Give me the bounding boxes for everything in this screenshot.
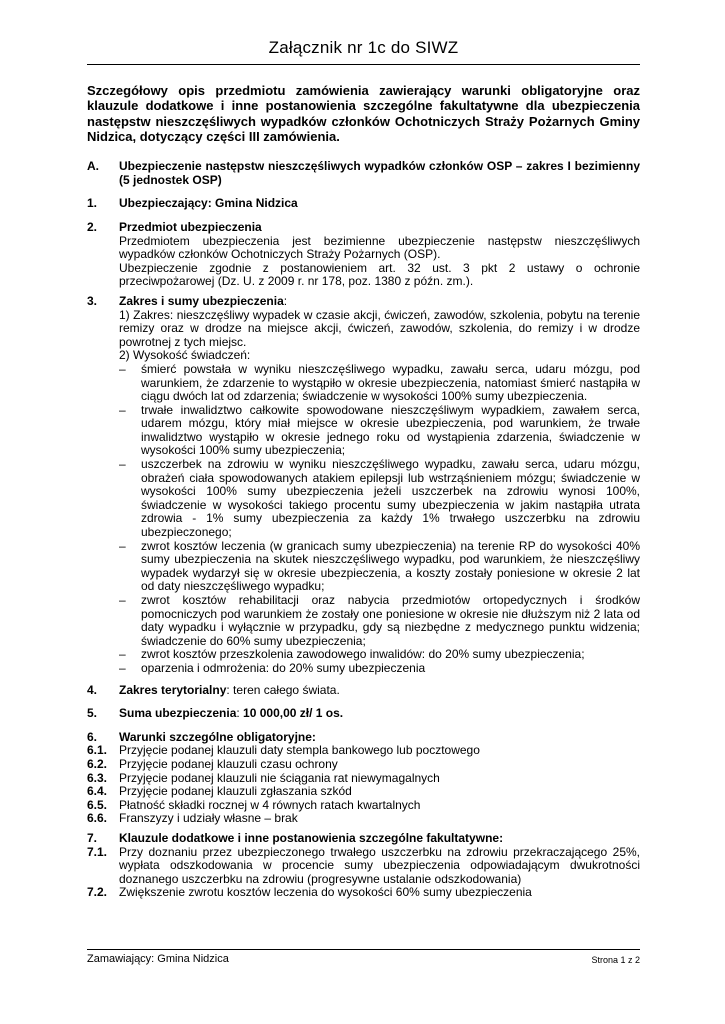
section-3-colon: : [283,293,288,308]
section-3-item-2: 2) Wysokość świadczeń: [119,348,251,363]
footer-page-number: Strona 1 z 2 [591,955,640,965]
section-5-value: 10 000,00 zł/ 1 os. [243,706,344,721]
section-2-paragraph-1: Przedmiotem ubezpieczenia jest bezimienne ubezpieczenie następstw nieszczęśliwych wypadków członków Ochotniczych Straży Pożarnych (OSP). [119,233,640,262]
section-5-label: Suma ubezpieczenia [119,706,237,721]
section-5-number: 5. [87,706,98,721]
section-6 [87,731,640,826]
benefit-list-item: – zwrot kosztów przeszkolenia zawodowego inwalidów: do 20% sumy ubezpieczenia; [119,647,585,662]
document-body [87,83,640,900]
section-1-number: 1. [87,196,98,211]
footer-divider [87,949,640,950]
section-1-text: Ubezpieczający: Gmina Nidzica [119,196,298,211]
section-4-label: Zakres terytorialny [119,682,227,697]
benefit-list-item: – śmierć powstała w wyniku nieszczęśliwego wypadku, zawału serca, udaru mózgu, pod warunkiem, że zdarzenie to wystąpiło w okresie ubezpieczenia, natomiast śmierć nastąpiła w ciągu dwóch lat od zdarzenia; świadczenie w wysokości 100% sumy ubezpieczenia. [119,361,640,404]
condition-item: 6.5. Płatność składki rocznej w 4 równych ratach kwartalnych [87,797,421,812]
section-a-number: A. [87,159,99,174]
section-7 [87,832,640,900]
footer-ordering-party: Zamawiający: Gmina Nidzica [87,953,229,965]
benefit-list-item: – oparzenia i odmrożenia: do 20% sumy ubezpieczenia [119,660,426,675]
condition-item: 6.4. Przyjęcie podanej klauzuli zgłaszania szkód [87,784,352,799]
section-5 [87,707,640,721]
condition-item: 6.1. Przyjęcie podanej klauzuli daty stempla bankowego lub pocztowego [87,743,480,758]
section-3-item-1: 1) Zakres: nieszczęśliwy wypadek w czasie akcji, ćwiczeń, zawodów, szkolenia, pobytu na terenie remizy oraz w drodze na miejsce akcji, ćwiczeń, zawodów, szkolenia, do remizy i w drodze powrotnej z tych miejsc. [119,307,640,349]
section-2 [87,221,640,289]
section-2-title: Przedmiot ubezpieczenia [119,219,262,234]
section-4-value: : teren całego świata. [226,682,340,697]
benefit-list [119,363,640,676]
benefit-list-item: – uszczerbek na zdrowiu w wyniku nieszczęśliwego wypadku, zawału serca, udaru mózgu, obrażeń ciała spowodowanych atakiem epilepsji lub wstrząśnieniem mózgu; świadczenie w wysokości 100% sumy ubezpieczenia jeżeli uszczerbek na zdrowiu wynosi 100%, świadczenie w wysokości takiego procentu sumy ubezpieczenia w jakim nastąpiła utrata zdrowia - 1% sumy ubezpieczenia za każdy 1% trwałego uszczerbku na zdrowiu ubezpieczonego; [119,457,640,540]
section-4 [87,684,640,698]
section-5-separator: : [236,706,244,721]
condition-item: 6.3. Przyjęcie podanej klauzuli nie ściągania rat niewymagalnych [87,770,440,785]
section-1 [87,197,640,211]
condition-item: 6.2. Przyjęcie podanej klauzuli czasu ochrony [87,756,338,771]
section-6-heading: 6. Warunki szczególne obligatoryjne: [87,729,316,744]
section-a [87,160,640,187]
page-header-title: Załącznik nr 1c do SIWZ [268,38,459,57]
section-3-number: 3. [87,293,98,308]
document-intro: Szczegółowy opis przedmiotu zamówienia zawierający warunki obligatoryjne oraz klauzule dodatkowe i inne postanowienia szczególne fakultatywne dla ubezpieczenia następstw nieszczęśliwych wypadków członków Ochotniczych Straży Pożarnych Gminy Nidzica, dotyczący części III zamówienia. [87,83,640,144]
section-7-heading: 7. Klauzule dodatkowe i inne postanowienia szczególne fakultatywne: [87,830,504,845]
header-divider [87,64,640,65]
benefit-list-item: – zwrot kosztów rehabilitacji oraz nabycia przedmiotów ortopedycznych i środków pomocniczych pod warunkiem że zostały one poniesione w okresie nie dłuższym niż 2 lata od daty wypadku i wyłącznie w przypadku, gdy są niezbędne z medycznego punktu widzenia; świadczenie do 60% sumy ubezpieczenia; [119,593,640,648]
section-3 [87,295,640,676]
benefit-list-item: – zwrot kosztów leczenia (w granicach sumy ubezpieczenia) na terenie RP do wysokości 40% sumy ubezpieczenia na skutek nieszczęśliwego wypadku, pod warunkiem, że nieszczęśliwy wypadek wydarzył się w okresie ubezpieczenia, a koszty zostały poniesione w okresie 2 lat od daty nieszczęśliwego wypadku; [119,538,640,594]
section-2-paragraph-2: Ubezpieczenie zgodnie z postanowieniem art. 32 ust. 3 pkt 2 ustawy o ochronie przeciwpożarowej (Dz. U. z 2009 r. nr 178, poz. 1380 z późn. zm.). [119,260,640,289]
section-4-number: 4. [87,682,98,697]
clause-item: 7.1. Przy doznaniu przez ubezpieczonego trwałego uszczerbku na zdrowiu przekraczającego 25%, wypłata odszkodowania w procencie sumy ubezpieczenia odpowiadającym dwukrotności doznanego uszczerbku na zdrowiu (progresywne ustalanie odszkodowania) [87,844,640,886]
benefit-list-item: – trwałe inwalidztwo całkowite spowodowane nieszczęśliwym wypadkiem, zawałem serca, udarem mózgu, który miał miejsce w okresie ubezpieczenia, pod warunkiem, że trwałe inwalidztwo wystąpiło w okresie jednego roku od wystąpienia zdarzenia, świadczenie w wysokości 100% sumy ubezpieczenia; [119,402,640,458]
condition-item: 6.6. Franszyzy i udziały własne – brak [87,811,298,826]
section-3-title: Zakres i sumy ubezpieczenia [119,293,284,308]
section-2-number: 2. [87,219,98,234]
section-a-text: Ubezpieczenie następstw nieszczęśliwych wypadków członków OSP – zakres I bezimienny (5 jednostek OSP) [119,159,640,187]
clause-item: 7.2. Zwiększenie zwrotu kosztów leczenia do wysokości 60% sumy ubezpieczenia [87,885,532,900]
